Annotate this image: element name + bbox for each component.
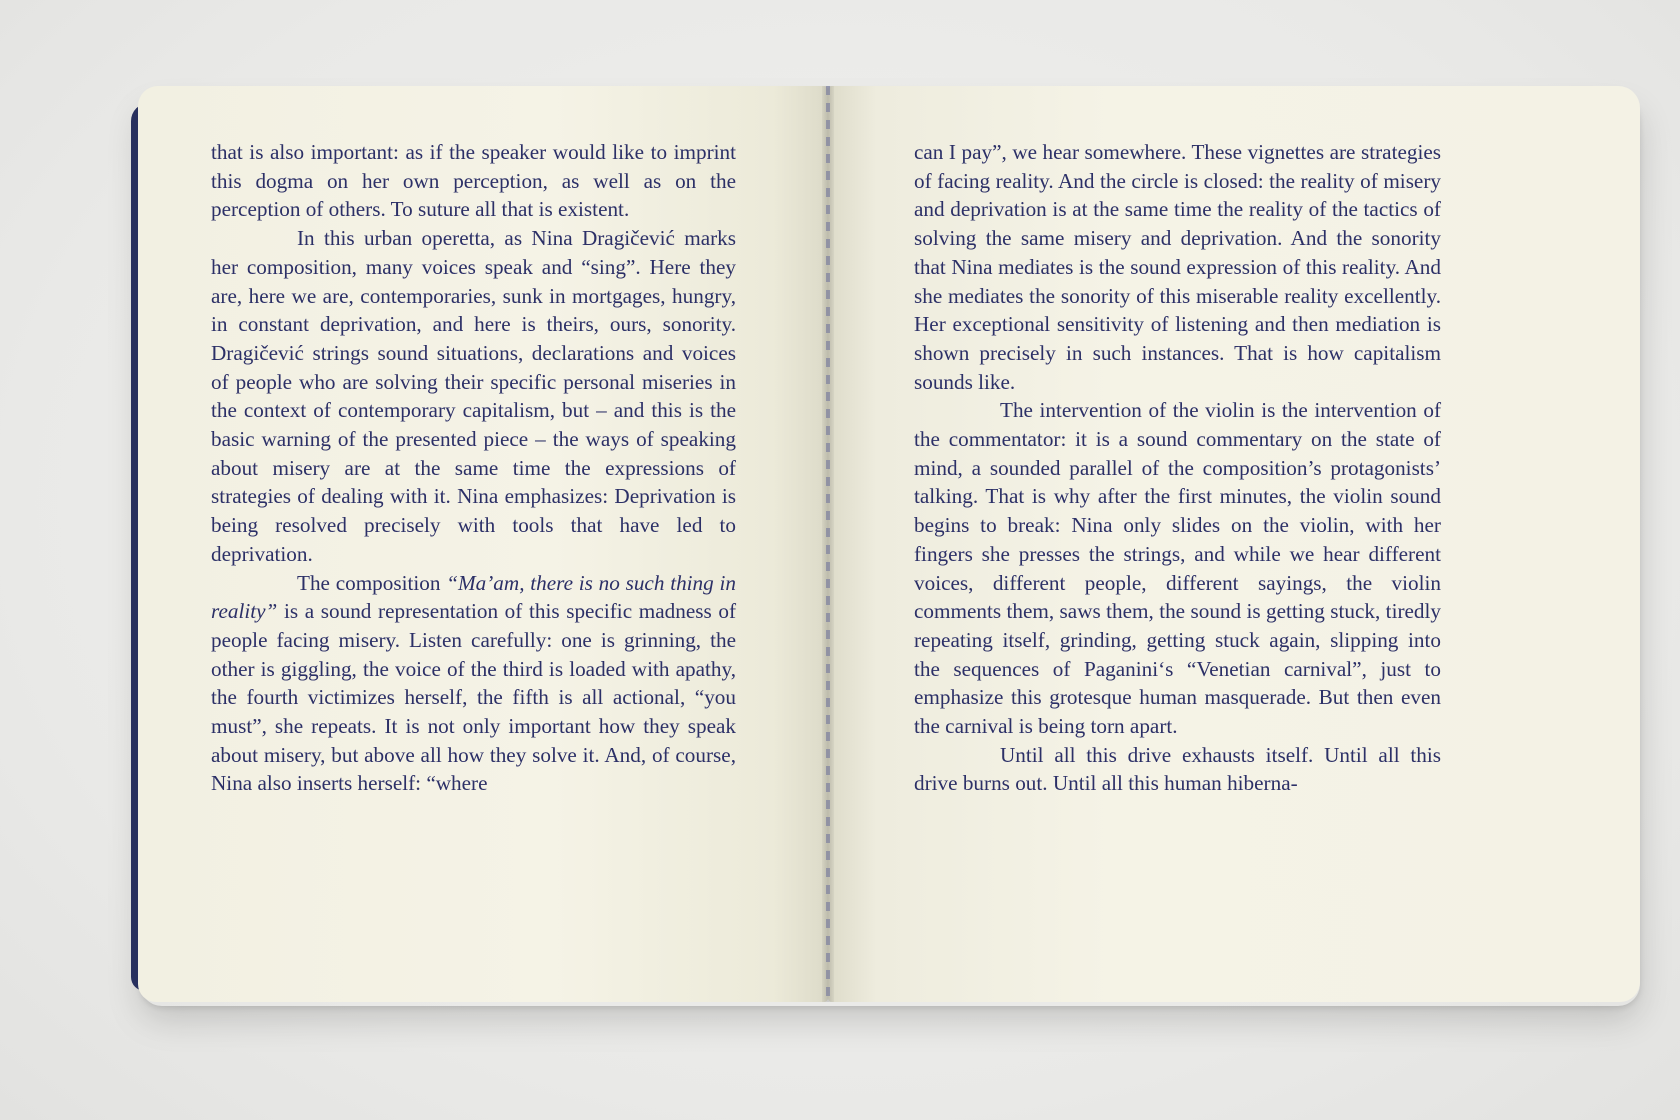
right-paragraph-3: Until all this drive exhausts itself. Until all this drive burns out. Until all this human hiberna- [914, 742, 1441, 796]
right-page-text [914, 138, 1441, 798]
right-paragraph-1: can I pay”, we hear somewhere. These vignettes are strategies of facing reality. And the circle is closed: the reality of misery and deprivation is at the same time the reality of the tactics of solving the same misery and deprivation. And the sonority that Nina mediates is the sound expression of this reality. And she mediates the sonority of this miserable reality excellently. Her exceptional sensitivity of listening and then mediation is shown precisely in such instances. That is how capitalism sounds like. [914, 140, 1441, 394]
right-paragraph-2: The intervention of the violin is the intervention of the commentator: it is a sound commentary on the state of mind, a sounded parallel of the composition’s protagonists’ talking. That is why after the first minutes, the violin sound begins to break: Nina only slides on the violin, with her fingers she presses the strings, and while we hear different voices, different people, different sayings, the violin comments them, saws them, the sound is getting stuck, tiredly repeating itself, grinding, getting stuck again, slipping into the sequences of Paganini‘s “Venetian carnival”, just to emphasize this grotesque human masquerade. But then even the carnival is being torn apart. [914, 398, 1441, 739]
left-paragraph-3-lead: The composition [297, 570, 447, 595]
composition-title: “Ma’am, there is no such thing in reality” [211, 570, 736, 624]
left-paragraph-3-body: is a sound representation of this specific madness of people facing misery. Listen carefully: one is grinning, the other is giggling, the voice of the third is loaded with apathy, the fourth victimizes herself, the fifth is all actional, “you must”, she repeats. It is not only important how they speak about misery, but above all how they solve it. And, of course, Nina also inserts herself: “where [211, 599, 736, 796]
binding-stitch [826, 86, 830, 1002]
left-paragraph-2: In this urban operetta, as Nina Dragičević marks her composition, many voices speak and “sing”. Here they are, here we are, contemporaries, sunk in mortgages, hungry, in constant deprivation, and here is theirs, ours, sonority. Dragičević strings sound situations, declarations and voices of people who are solving their specific personal miseries in the context of contemporary capitalism, but – and this is the basic warning of the presented piece – the ways of speaking about misery are at the same time the expressions of strategies of dealing with it. Nina emphasizes: Deprivation is being resolved precisely with tools that have led to deprivation. [211, 226, 736, 566]
left-paragraph-3 [211, 569, 736, 799]
left-page-text [211, 138, 736, 798]
left-paragraph-1: that is also important: as if the speaker would like to imprint this dogma on her own perception, as well as on the perception of others. To suture all that is existent. [211, 140, 736, 222]
